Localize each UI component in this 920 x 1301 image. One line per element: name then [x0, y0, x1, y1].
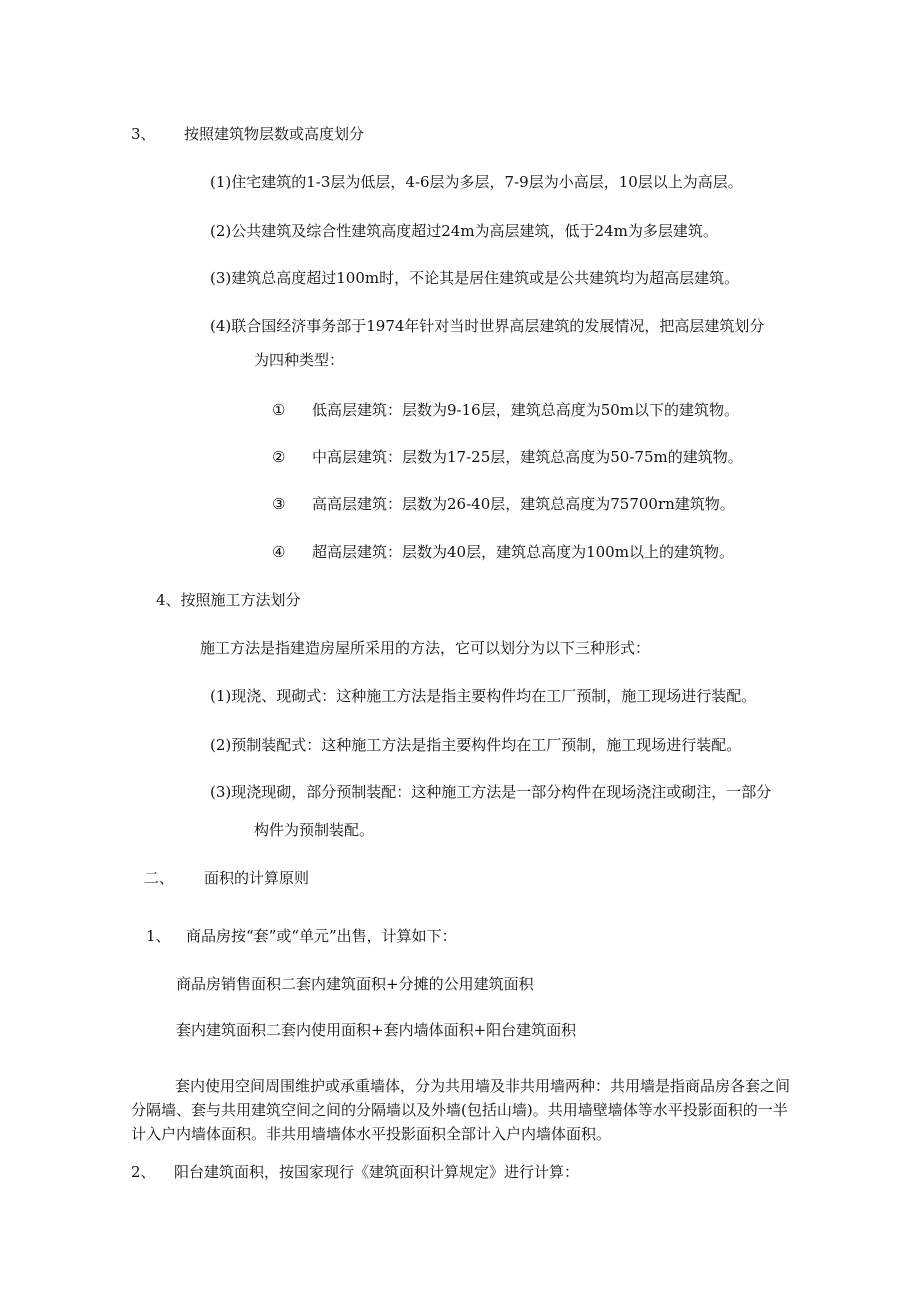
type-4-marker: ④ — [272, 543, 286, 561]
part-2-heading: 面积的计算原则 — [204, 869, 310, 887]
section-3-item-1: (1)住宅建筑的1-3层为低层，4-6层为多层，7-9层为小高层，10层以上为高层。 — [210, 173, 743, 191]
subsection-1-number: 1、 — [146, 927, 171, 945]
section-4-heading: 4、按照施工方法划分 — [156, 591, 301, 609]
subsection-2-heading: 阳台建筑面积，按国家现行《建筑面积计算规定》进行计算： — [174, 1163, 580, 1181]
section-3-item-3: (3)建筑总高度超过100m时，不论其是居住建筑或是公共建筑均为超高层建筑。 — [210, 269, 740, 287]
subsection-2-number: 2、 — [131, 1163, 156, 1181]
type-1-marker: ① — [272, 401, 286, 419]
section-3-heading: 按照建筑物层数或高度划分 — [184, 125, 365, 143]
section-4-item-2: (2)预制装配式：这种施工方法是指主要构件均在工厂预制，施工现场进行装配。 — [210, 736, 742, 754]
formula-sales-area: 商品房销售面积二套内建筑面积+分摊的公用建筑面积 — [176, 975, 534, 993]
type-1-text: 低高层建筑：层数为9-16层，建筑总高度为50m以下的建筑物。 — [312, 401, 740, 419]
type-4-text: 超高层建筑：层数为40层，建筑总高度为100m以上的建筑物。 — [312, 543, 734, 561]
section-4-item-3: (3)现浇现砌，部分预制装配：这种施工方法是一部分构件在现场浇注或砌注，一部分 — [210, 783, 772, 801]
section-4-item-3-continuation: 构件为预制装配。 — [254, 821, 375, 839]
section-3-item-4: (4)联合国经济事务部于1974年针对当时世界高层建筑的发展情况，把高层建筑划分 — [210, 317, 765, 335]
section-4-intro: 施工方法是指建造房屋所采用的方法，它可以划分为以下三种形式： — [200, 639, 651, 657]
type-3-marker: ③ — [272, 495, 286, 513]
type-3-text: 高高层建筑：层数为26-40层，建筑总高度为75700rn建筑物。 — [312, 495, 735, 513]
type-2-text: 中高层建筑：层数为17-25层，建筑总高度为50-75m的建筑物。 — [312, 448, 743, 466]
type-2-marker: ② — [272, 448, 286, 466]
section-3-number: 3、 — [131, 125, 156, 143]
section-3-item-4-continuation: 为四种类型： — [254, 351, 345, 369]
wall-area-paragraph: 套内使用空间周围维护或承重墙体，分为共用墙及非共用墙两种：共用墙是指商品房各套之间分隔墙、套与共用建筑空间之间的分隔墙以及外墙(包括山墙)。共用墙壁墙体等水平投影面积的一半计入户内墙体面积。非共用墙墙体水平投影面积全部计入户内墙体面积。 — [131, 1077, 791, 1143]
subsection-1-heading: 商品房按“套”或“单元”出售，计算如下： — [186, 927, 457, 945]
formula-unit-area: 套内建筑面积二套内使用面积+套内墙体面积+阳台建筑面积 — [176, 1021, 577, 1039]
part-2-number: 二、 — [144, 869, 175, 887]
section-4-item-1: (1)现浇、现砌式：这种施工方法是指主要构件均在工厂预制，施工现场进行装配。 — [210, 687, 757, 705]
section-3-item-2: (2)公共建筑及综合性建筑高度超过24m为高层建筑，低于24m为多层建筑。 — [210, 222, 718, 240]
